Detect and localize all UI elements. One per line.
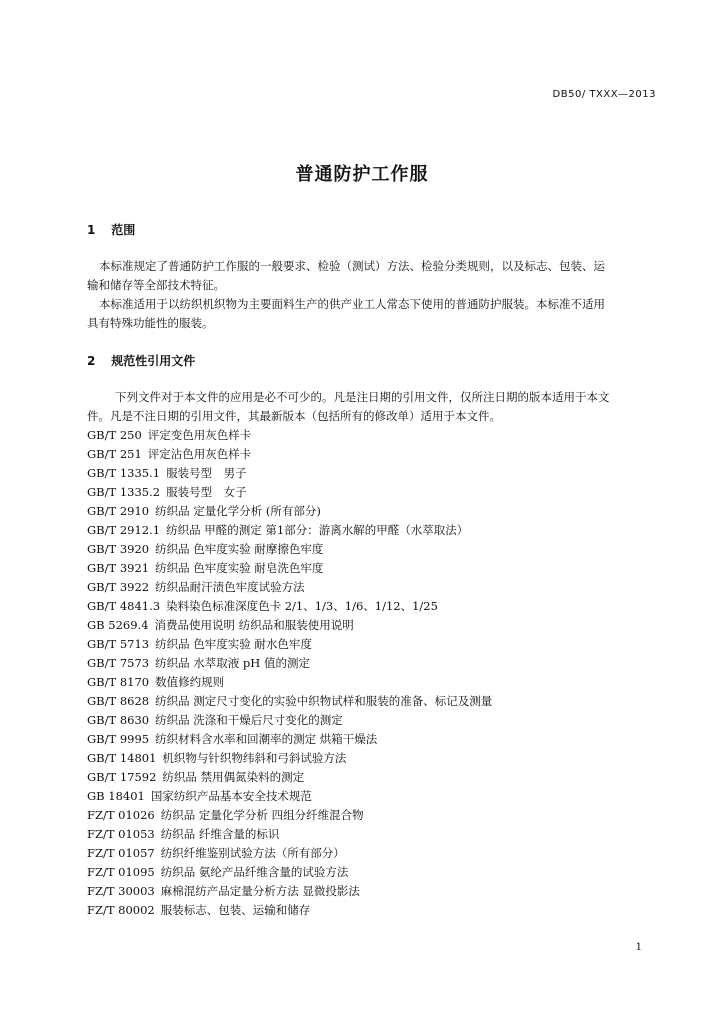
reference-title: 纺织品 氨纶产品纤维含量的试验方法 [160,865,349,879]
reference-title: 麻棉混纺产品定量分析方法 显微投影法 [160,884,360,898]
reference-item [87,616,667,635]
reference-item [87,578,667,597]
reference-title: 纺织品 测定尺寸变化的实验中织物试样和服装的准备、标记及测量 [155,694,493,708]
reference-code: GB/T 3920 [87,542,150,556]
reference-item [87,711,667,730]
reference-item [87,825,667,844]
reference-item [87,844,667,863]
reference-item [87,863,667,882]
reference-code: GB/T 3922 [87,580,150,594]
scope-paragraph-2 [87,295,657,333]
scope-paragraph-1 [87,257,657,295]
section-number: 2 [87,354,96,368]
section-number: 1 [87,223,96,237]
reference-code: GB/T 9995 [87,732,150,746]
reference-item [87,901,667,920]
reference-title: 数值修约规则 [155,675,225,689]
reference-item [87,749,667,768]
page-number: 1 [635,942,642,953]
reference-title: 纺织品 色牢度实验 耐水色牢度 [155,637,312,651]
reference-code: GB/T 7573 [87,656,150,670]
reference-item [87,559,667,578]
reference-code: FZ/T 01057 [87,846,155,860]
reference-code: GB/T 1335.2 [87,485,161,499]
reference-title: 纺织品 色牢度实验 耐摩擦色牢度 [155,542,324,556]
section-heading-scope [87,221,135,238]
reference-title: 纺织品耐汗渍色牢度试验方法 [155,580,305,594]
reference-item [87,730,667,749]
reference-title: 服装号型 男子 [166,466,247,480]
reference-title: 纺织品 定量化学分析 四组分纤维混合物 [160,808,364,822]
reference-code: GB/T 2912.1 [87,523,161,537]
reference-title: 消费品使用说明 纺织品和服装使用说明 [154,618,354,632]
reference-code: GB/T 5713 [87,637,150,651]
reference-item [87,806,667,825]
reference-code: GB/T 3921 [87,561,150,575]
paragraph-line: 本标准规定了普通防护工作服的一般要求、检验（测试）方法、检验分类规则，以及标志、包装、运 [99,259,605,273]
reference-title: 纺织品 定量化学分析 (所有部分) [155,504,321,518]
reference-code: GB/T 8170 [87,675,150,689]
reference-title: 染料染色标准深度色卡 2/1、1/3、1/6、1/12、1/25 [166,599,438,613]
reference-item [87,464,667,483]
document-code: DB50/ TXXX—2013 [552,89,656,100]
section-title: 范围 [111,223,136,237]
reference-item [87,597,667,616]
reference-title: 纺织品 甲醛的测定 第1部分：游离水解的甲醛（水萃取法） [166,523,469,537]
references-intro-paragraph [87,388,657,426]
reference-code: GB/T 17592 [87,770,157,784]
paragraph-line: 件。凡是不注日期的引用文件，其最新版本（包括所有的修改单）适用于本文件。 [87,409,501,423]
reference-code: GB/T 8630 [87,713,150,727]
reference-code: FZ/T 01095 [87,865,155,879]
reference-item [87,673,667,692]
reference-code: GB 5269.4 [87,618,149,632]
reference-item [87,882,667,901]
reference-item [87,426,667,445]
reference-item [87,654,667,673]
reference-item [87,692,667,711]
reference-title: 评定变色用灰色样卡 [147,428,252,442]
reference-code: GB/T 2910 [87,504,150,518]
reference-code: GB/T 251 [87,447,142,461]
reference-code: GB 18401 [87,789,145,803]
paragraph-line: 本标准适用于以纺织机织物为主要面料生产的供产业工人常态下使用的普通防护服装。本标准不适用 [99,297,605,311]
reference-title: 纺织品 禁用偶氮染料的测定 [162,770,305,784]
reference-code: FZ/T 80002 [87,903,155,917]
reference-code: FZ/T 01053 [87,827,155,841]
reference-title: 评定沾色用灰色样卡 [147,447,252,461]
section-title: 规范性引用文件 [111,354,196,368]
reference-code: FZ/T 01026 [87,808,155,822]
reference-code: GB/T 14801 [87,751,157,765]
reference-code: FZ/T 30003 [87,884,155,898]
reference-item [87,768,667,787]
paragraph-line: 输和储存等全部技术特征。 [87,278,225,292]
reference-item [87,445,667,464]
reference-code: GB/T 8628 [87,694,150,708]
reference-item [87,521,667,540]
reference-item [87,502,667,521]
reference-item [87,483,667,502]
reference-title: 纺织纤维鉴别试验方法（所有部分） [160,846,345,860]
reference-title: 纺织品 水萃取液 pH 值的测定 [155,656,310,670]
reference-title: 服装标志、包装、运输和储存 [160,903,311,917]
paragraph-line: 具有特殊功能性的服装。 [87,316,214,330]
document-title: 普通防护工作服 [295,164,429,185]
reference-title: 纺织品 洗涤和干燥后尺寸变化的测定 [155,713,343,727]
reference-title: 纺织品 纤维含量的标识 [160,827,280,841]
reference-code: GB/T 250 [87,428,142,442]
reference-item [87,540,667,559]
reference-title: 机织物与针织物纬斜和弓斜试验方法 [162,751,347,765]
reference-list [87,426,667,920]
reference-item [87,635,667,654]
reference-title: 纺织品 色牢度实验 耐皂洗色牢度 [155,561,324,575]
reference-title: 纺织材料含水率和回潮率的测定 烘箱干燥法 [155,732,378,746]
reference-code: GB/T 1335.1 [87,466,161,480]
reference-title: 服装号型 女子 [166,485,247,499]
paragraph-line: 下列文件对于本文件的应用是必不可少的。凡是注日期的引用文件，仅所注日期的版本适用于本文 [115,390,610,404]
section-heading-normative-references [87,352,195,369]
reference-code: GB/T 4841.3 [87,599,161,613]
reference-item [87,787,667,806]
reference-title: 国家纺织产品基本安全技术规范 [150,789,312,803]
